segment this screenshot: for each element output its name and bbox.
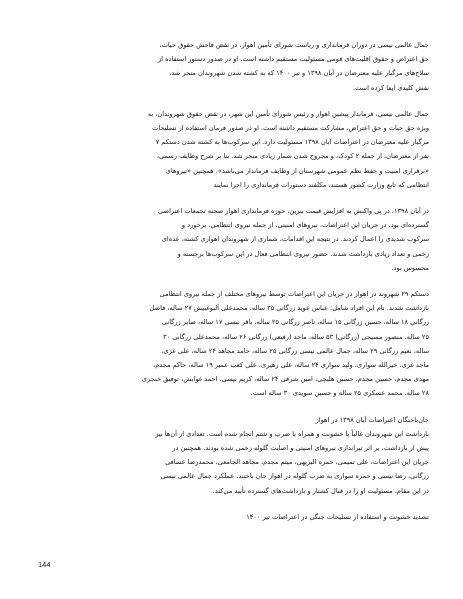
text-line: زرگانی، رضا نیسی و حمزه سواری به ضرب گلوله در اهواز جان باختند. عملکرد جمال عالمی نیسی — [160, 472, 429, 481]
text-line: زخمی و تعداد زیادی بازداشت شدند. حضور نیروی انتظامی فعال در این سرکوب‌ها برجسته و — [177, 249, 429, 258]
text-line: «برقراری امنیت و حفظ نظم عمومی شهرستان از وظایف فرماندار می‌باشد». همچنین «نیروهای — [165, 166, 429, 175]
text-line: جریان این اعتراضات، علی تمیمی، حمزه البریهی، میثم مجدم، مجاهد الجامعی، محمدرضا عسافی — [165, 458, 429, 467]
text-line: پیش از بازداشت، بر اثر تیراندازی نیروهای امنیتی و اصابت گلوله زخمی شده بودند. همچنین در — [172, 444, 429, 453]
text-line: جمال عالمی نیسی، فرماندار پیشین اهواز و رئیس شورای تأمین این شهر، در نقض حقوق شهروندان، به — [147, 109, 429, 118]
section-heading — [34, 510, 429, 524]
paragraph-2 — [34, 107, 429, 192]
text-line: حق اعتراض و حقوق اقلیت‌های قومی مسئولیت مستقیم داشته است. او در صدور دستور استفاده از — [157, 55, 429, 64]
page-number: 144 — [38, 560, 51, 569]
text-line: ۲۵ ساله، منصور مسیحی (زرگانی) ۵۳ ساله، ماجد (رفیعی) زرگانی ۲۶ ساله، محمدعلی زرگانی ۳۰ — [163, 332, 429, 341]
section-heading-text: تشدید خشونت و استفاده از تسلیحات جنگی در اعتراضات تیر ۱۴۰۰ — [246, 512, 429, 521]
text-line: جمال عالمی نیسی در دوران فرمانداری و ریاست شورای تأمین اهواز، در نقض فاحش حقوق حیات، — [159, 41, 429, 49]
paragraph-1 — [34, 38, 429, 95]
text-line: سلاح‌های مرگبار علیه معترضان در آبان ۱۳۹۸ و تیر ۱۴۰۰ که به کشته شدن شهروندان منجر شد، — [169, 69, 429, 78]
text-line: دستکم ۲۹ شهروند در اهواز در جریان این اعتراضات توسط نیروهای مختلف از جمله نیروی انتظامی — [159, 290, 429, 299]
text-line: مهدی مجدم، حسین مجدم، حسین هلیچی، امین شرفی ۲۴ ساله، کریم نیسی، احمد غوابش، توفیق خنجری — [141, 375, 429, 384]
paragraph-3 — [34, 204, 429, 275]
text-line: ساله، نعیم زرگانی ۲۹ ساله، جمال عالمی نیسی زرگانی ۲۵ ساله، حامد مجاهد ۲۴ ساله، علی غزی، — [161, 346, 429, 355]
section-heading-line: جان‌باختگان اعتراضات آبان ۱۳۹۸ در اهواز — [315, 415, 429, 424]
text-line: مرگبار علیه معترضان در اعتراضات آبان ۱۳۹۸ مسئولیت دارد. این سرکوب‌ها به کشته شدن دستکم ۷ — [155, 138, 429, 147]
text-line: سرکوب شدیدی را اعمال کردند. در نتیجه این اقدامات، شماری از شهروندان اهوازی کشته، عده‌ای — [161, 235, 429, 244]
text-line: نفر از معترضان، از جمله ۲ کودک، و مجروح شدن شمار زیادی منجر شد. بنا بر شرح وظایف رسمی، — [156, 152, 429, 161]
text-line: بازداشت شدند. نام این افراد شامل: عباس عوید زرگانی ۳۵ ساله، محمدعلی آلبوغبیش ۲۷ ساله، فاضل — [149, 304, 429, 313]
text-line: ۲۸ ساله، محمد عسکری ۲۵ ساله و حسین سویدی ۳۰ ساله است. — [250, 389, 429, 398]
text-line: محسوس بود. — [391, 263, 429, 272]
text-line: بازداشت این شهروندان غالباً با خشونت و همراه با ضرب و شتم انجام شده است. تعدادی از آن‌ها نیز — [155, 429, 429, 438]
text-line: زرگانی ۱۸ ساله، حسین زرگانی ۱۵ ساله، ناصر زرگانی ۲۵ ساله، باقر نیسی ۱۷ ساله، صابر زرگانی — [161, 318, 429, 327]
text-line: در این مقام، مسئولیت او را در قبال کشتار و بازداشت‌های گسترده تأیید می‌کند. — [212, 486, 429, 495]
text-line: گسترده‌ای بود. در جریان این اعتراضات، نیروهای امنیتی، از جمله نیروی انتظامی، برخورد و — [181, 221, 429, 230]
text-line: ویژه حق حیات و حق اعتراض، مشارکت مستقیم داشته است. او در صدور فرمان استفاده از تسلیحات — [152, 124, 429, 133]
paragraph-5 — [34, 413, 429, 498]
paragraph-4 — [34, 287, 429, 401]
text-line: نقش کلیدی ایفا کرده است. — [352, 83, 429, 92]
text-line: ماجد غزی، خیرالله سواری، ولید سواری ۲۴ ساله، علی زهیری، علی کعب عمیر ۱۹ ساله، حاکم مجدم، — [153, 361, 429, 370]
text-line: در آبان ۱۳۹۸، در پی واکنش به افزایش قیمت بنزین، حوزه فرمانداری اهواز صحنه تجمعات اعتراضی — [158, 207, 429, 216]
text-line: انتظامی که تابع وزارت کشور هستند، مکلفند دستورات فرمانداری را اجرا نمایند — [213, 180, 429, 189]
